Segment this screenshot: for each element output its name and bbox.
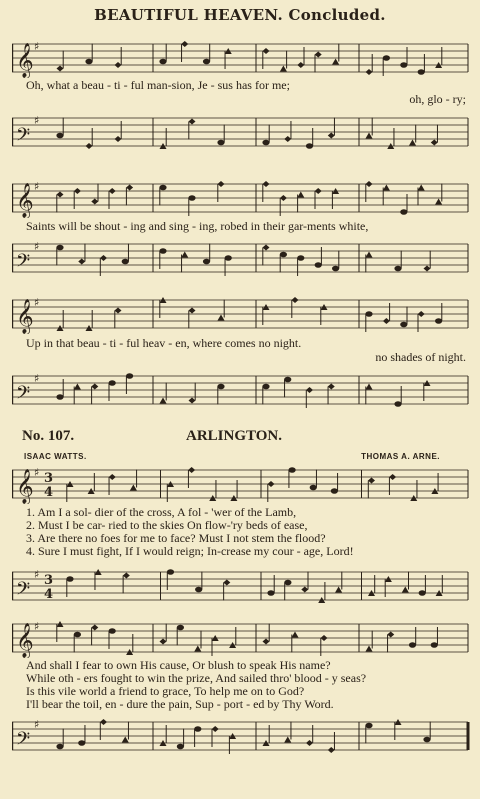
note-head [122,259,129,265]
note-head [212,726,219,732]
treble-staff [12,464,470,504]
note-head [160,398,167,404]
lyric-line: Up in that beau - ti - ful heav - en, where comes no night. [26,336,302,350]
lyric-line: Saints will be shout - ing and sing - ing, robed in their gar-ments white, [26,219,369,233]
note-head [383,185,390,191]
note-head [315,52,322,58]
note-head [435,318,442,324]
note-head [321,635,328,641]
treble-clef-icon: 𝄞 [16,469,34,504]
note-head [400,62,407,68]
note-head [423,737,430,743]
note-head [56,394,63,400]
note-head [435,199,442,205]
note-head [383,55,390,61]
note-head [188,195,195,201]
lyric-line: Oh, what a beau - ti - ful man-sion, Je - sus has for me; [26,78,290,92]
note-head [91,199,98,205]
note-head [188,467,195,473]
note-head [159,59,166,65]
note-head [394,401,401,407]
verse-line: 1. Am I a sol- dier of the cross, A fol - 'wer of the Lamb, [26,505,297,519]
note-head [366,252,373,258]
note-head [122,737,129,743]
note-head [402,587,409,593]
key-signature-sharp-icon: ♯ [34,180,40,193]
note-head [297,255,304,261]
note-head [109,474,116,480]
staff-lines [12,38,470,78]
note-head [194,726,201,732]
note-head [366,181,373,187]
key-signature-sharp-icon: ♯ [34,240,40,253]
page-title [0,6,480,24]
key-signature-sharp-icon: ♯ [34,40,40,53]
note-head [181,252,188,258]
note-head [366,133,373,139]
bass-staff [12,112,470,152]
note-head [280,195,287,201]
key-signature-sharp-icon: ♯ [34,718,40,731]
note-head [366,69,373,75]
bass-clef-icon: 𝄢 [16,579,31,604]
note-head [292,297,299,303]
bass-staff [12,716,470,756]
note-head [310,485,317,491]
note-head [262,384,269,390]
note-head [383,318,390,324]
note-head [195,587,202,593]
note-head [263,48,270,54]
time-signature: 3 [44,471,54,486]
key-signature-sharp-icon: ♯ [34,372,40,385]
note-head [289,467,296,473]
key-signature-sharp-icon: ♯ [34,620,40,633]
key-signature-sharp-icon: ♯ [34,114,40,127]
note-head [177,744,184,750]
treble-clef-icon: 𝄞 [16,43,34,78]
treble-staff [12,618,470,658]
note-head [115,62,122,68]
bass-staff [12,566,470,606]
note-head [418,69,425,75]
hymn-author: ISAAC WATTS. [24,452,87,461]
note-head [109,380,116,386]
hymn-name: ARLINGTON. [186,428,282,444]
note-head [409,642,416,648]
note-head [389,474,396,480]
note-head [366,384,373,390]
note-head [159,185,166,191]
note-head [74,384,81,390]
verse-line: While oth - ers fought to win the prize, And sailed thro' blood - y seas? [26,671,367,685]
key-signature-sharp-icon: ♯ [34,296,40,309]
note-head [56,133,63,139]
key-signature-sharp-icon: ♯ [34,568,40,581]
note-head [424,266,431,272]
treble-staff [12,38,470,78]
note-head [365,311,372,317]
note-head [74,632,81,638]
time-signature: 4 [44,485,54,500]
bass-clef-icon: 𝄢 [16,251,31,276]
note-head [400,322,407,328]
note-head [86,143,93,149]
note-head [387,632,394,638]
note-head [400,209,407,215]
note-head [78,259,85,265]
staff-lines [12,178,470,218]
note-head [315,262,322,268]
note-head [267,590,274,596]
note-head [328,747,335,753]
note-head [394,266,401,272]
verse-line: 4. Sure I must fight, If I would reign; In-crease my cour - age, Lord! [26,544,354,558]
note-head [297,192,304,198]
title-main: BEAUTIFUL HEAVEN. [94,6,283,24]
note-head [306,143,313,149]
note-head [365,723,372,729]
note-head [189,308,196,314]
note-head [91,625,98,631]
note-head [130,485,137,491]
note-head [335,587,342,593]
note-head [263,181,270,187]
note-head [123,573,130,579]
staff-lines [12,238,470,278]
hymn-number: No. 107. [22,428,75,444]
note-head [280,252,287,258]
note-head [368,478,375,484]
staff-lines [12,370,470,410]
lyric-line: oh, glo - ry; [409,92,466,106]
note-head [263,639,270,645]
note-head [284,737,291,743]
bass-clef-icon: 𝄢 [16,383,31,408]
note-head [419,590,426,596]
bass-staff [12,370,470,410]
note-head [218,315,225,321]
staff-lines [12,112,470,152]
treble-clef-icon: 𝄞 [16,183,34,218]
note-head [223,580,230,586]
staff-lines [12,294,470,334]
note-head [332,266,339,272]
note-head [56,744,63,750]
note-head [328,384,335,390]
note-head [167,569,174,575]
staff-lines [12,566,470,606]
lyric-line: no shades of night. [375,350,466,364]
note-head [56,245,63,251]
note-head [292,632,299,638]
note-head [91,384,98,390]
note-head [126,185,133,191]
treble-clef-icon: 𝄞 [16,623,34,658]
note-head [109,628,116,634]
note-head [418,185,425,191]
bass-staff [12,238,470,278]
time-signature: 3 [44,573,54,588]
note-head [418,311,425,317]
note-head [177,625,184,631]
treble-clef-icon: 𝄞 [16,299,34,334]
verse-line: And shall I fear to own His cause, Or blush to speak His name? [26,658,331,672]
note-head [409,140,416,146]
note-head [126,373,133,379]
note-head [284,580,291,586]
note-head [332,59,339,65]
bass-clef-icon: 𝄢 [16,729,31,754]
note-head [328,133,335,139]
note-head [100,719,107,725]
treble-staff [12,294,470,334]
note-head [306,740,313,746]
staff-lines [12,464,470,504]
staff-lines [12,618,470,658]
note-head [262,140,269,146]
note-head [431,140,438,146]
note-head [160,639,167,645]
note-head [225,255,232,261]
key-signature-sharp-icon: ♯ [34,466,40,479]
note-head [109,188,116,194]
note-head [306,387,313,393]
note-head [301,587,308,593]
note-head [315,188,322,194]
note-head [66,576,73,582]
verse-line: Is this vile world a friend to grace, To help me on to God? [26,684,305,698]
time-signature: 4 [44,587,54,602]
bass-clef-icon: 𝄢 [16,125,31,150]
note-head [159,248,166,254]
note-head [181,41,188,47]
note-head [331,488,338,494]
note-head [194,646,201,652]
note-head [100,255,107,261]
note-head [284,136,291,142]
note-head [217,384,224,390]
note-head [85,59,92,65]
note-head [263,245,270,251]
note-head [189,398,196,404]
note-head [218,181,225,187]
note-head [115,308,122,314]
title-sub: Concluded. [288,6,386,24]
note-head [284,377,291,383]
note-head [268,481,275,487]
hymn-composer: THOMAS A. ARNE. [361,452,440,461]
note-head [280,66,287,72]
verse-line: 2. Must I be car- ried to the skies On flow-'ry beds of ease, [26,518,308,532]
note-head [297,62,304,68]
note-head [57,66,64,72]
note-head [366,646,373,652]
note-head [189,119,196,125]
staff-lines [12,716,470,756]
treble-staff [12,178,470,218]
note-head [217,140,224,146]
note-head [74,188,81,194]
note-head [78,740,85,746]
note-head [431,642,438,648]
note-head [203,59,210,65]
note-head [57,192,64,198]
note-head [115,136,122,142]
verse-line: 3. Are there no foes for me to face? Must I not stem the flood? [26,531,326,545]
note-head [203,259,210,265]
verse-line: I'll bear the toil, en - dure the pain, Sup - port - ed by Thy Word. [26,697,334,711]
